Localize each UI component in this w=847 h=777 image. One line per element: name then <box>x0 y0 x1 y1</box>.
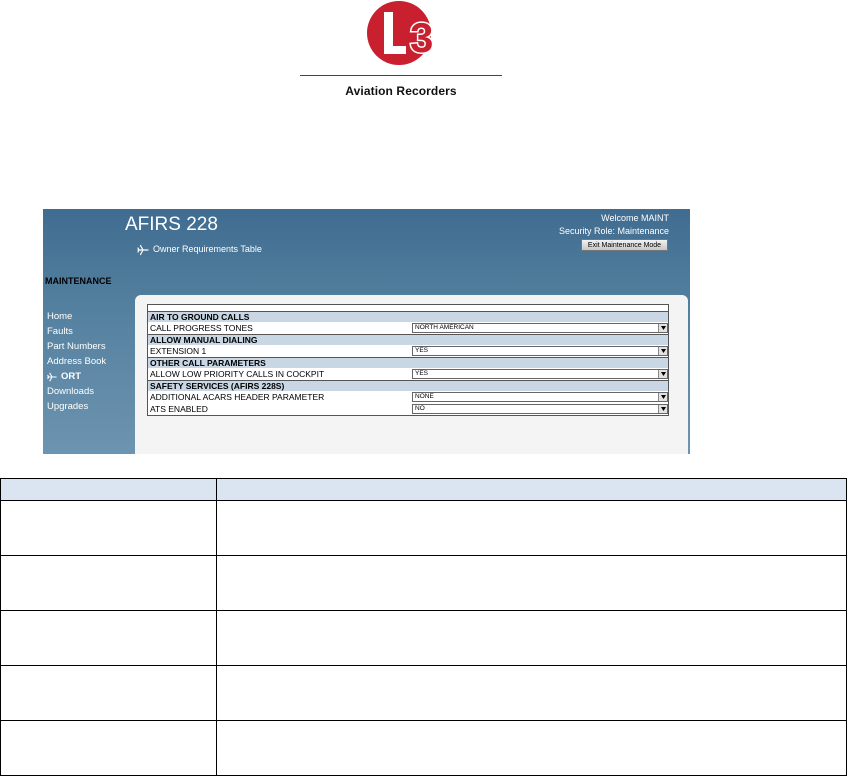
param-row <box>148 345 668 357</box>
table-cell <box>217 556 847 611</box>
table-cell <box>1 666 217 721</box>
param-row <box>148 368 668 380</box>
table-cell <box>217 501 847 556</box>
select-value: NO <box>415 405 425 412</box>
param-label: EXTENSION 1 <box>150 346 207 356</box>
dropdown-arrow-icon <box>658 370 667 378</box>
table-header-cell <box>1 479 217 501</box>
l3-logo-icon <box>366 0 440 67</box>
section-label: MAINTENANCE <box>45 276 112 286</box>
sidebar-item-label: Home <box>47 311 73 322</box>
app-title: AFIRS 228 <box>125 214 218 235</box>
plane-icon <box>47 372 57 382</box>
sidebar-item-label: ORT <box>61 371 82 382</box>
sidebar-item-label: Downloads <box>47 386 94 397</box>
dropdown-arrow-icon <box>658 324 667 332</box>
select-value: YES <box>415 347 429 354</box>
allow-low-priority-calls-select[interactable] <box>412 369 668 379</box>
table-row <box>1 611 847 666</box>
sidebar-item-downloads[interactable] <box>47 384 127 399</box>
table-row <box>1 721 847 776</box>
l3-logo <box>300 0 502 100</box>
table-cell <box>1 721 217 776</box>
param-row <box>148 391 668 403</box>
group-header-air-to-ground-calls: AIR TO GROUND CALLS <box>148 311 668 322</box>
sidebar-item-label: Upgrades <box>47 401 89 412</box>
sidebar-item-label: Part Numbers <box>47 341 106 352</box>
plane-icon <box>137 244 149 256</box>
welcome-text: Welcome MAINT <box>601 213 669 223</box>
sidebar-item-upgrades[interactable] <box>47 399 127 414</box>
table-cell <box>217 611 847 666</box>
param-row <box>148 322 668 334</box>
document-table <box>0 478 847 776</box>
sidebar-item-label: Faults <box>47 326 73 337</box>
param-row <box>148 403 668 415</box>
group-header-other-call-parameters: OTHER CALL PARAMETERS <box>148 357 668 368</box>
sidebar-item-part-numbers[interactable] <box>47 339 127 354</box>
sidebar-item-address-book[interactable] <box>47 354 127 369</box>
extension-1-select[interactable] <box>412 346 668 356</box>
ort-parameter-table <box>147 304 669 416</box>
sidebar-item-home[interactable] <box>47 309 127 324</box>
table-cell <box>217 721 847 776</box>
sidebar-item-ort[interactable] <box>47 369 127 384</box>
ats-enabled-select[interactable] <box>412 404 668 414</box>
dropdown-arrow-icon <box>658 393 667 401</box>
dropdown-arrow-icon <box>658 405 667 413</box>
param-label: ADDITIONAL ACARS HEADER PARAMETER <box>150 392 325 402</box>
table-cell <box>1 611 217 666</box>
page-title: Owner Requirements Table <box>153 244 262 254</box>
table-cell <box>1 556 217 611</box>
security-role: Security Role: Maintenance <box>558 226 669 236</box>
select-value: YES <box>415 370 429 377</box>
sidebar-item-faults[interactable] <box>47 324 127 339</box>
svg-text:3: 3 <box>410 14 434 61</box>
select-value: NORTH AMERICAN <box>415 324 474 331</box>
exit-maintenance-button[interactable]: Exit Maintenance Mode <box>581 239 668 251</box>
table-row <box>1 666 847 721</box>
dropdown-arrow-icon <box>658 347 667 355</box>
table-cell <box>217 666 847 721</box>
param-label: ALLOW LOW PRIORITY CALLS IN COCKPIT <box>150 369 325 379</box>
select-value: NONE <box>415 393 434 400</box>
table-header-cell <box>217 479 847 501</box>
sidebar-nav <box>47 309 127 414</box>
table-cell <box>1 501 217 556</box>
logo-divider <box>300 75 502 76</box>
sidebar-item-label: Address Book <box>47 356 107 367</box>
param-label: ATS ENABLED <box>150 404 208 414</box>
content-panel <box>135 295 688 454</box>
afirs-app-window <box>43 209 690 454</box>
logo-caption: Aviation Recorders <box>345 84 457 98</box>
table-row <box>1 556 847 611</box>
group-header-safety-services: SAFETY SERVICES (AFIRS 228S) <box>148 380 668 391</box>
table-header-row <box>1 479 847 501</box>
group-header-allow-manual-dialing: ALLOW MANUAL DIALING <box>148 334 668 345</box>
additional-acars-header-select[interactable] <box>412 392 668 402</box>
param-label: CALL PROGRESS TONES <box>150 323 253 333</box>
call-progress-tones-select[interactable] <box>412 323 668 333</box>
table-row <box>1 501 847 556</box>
